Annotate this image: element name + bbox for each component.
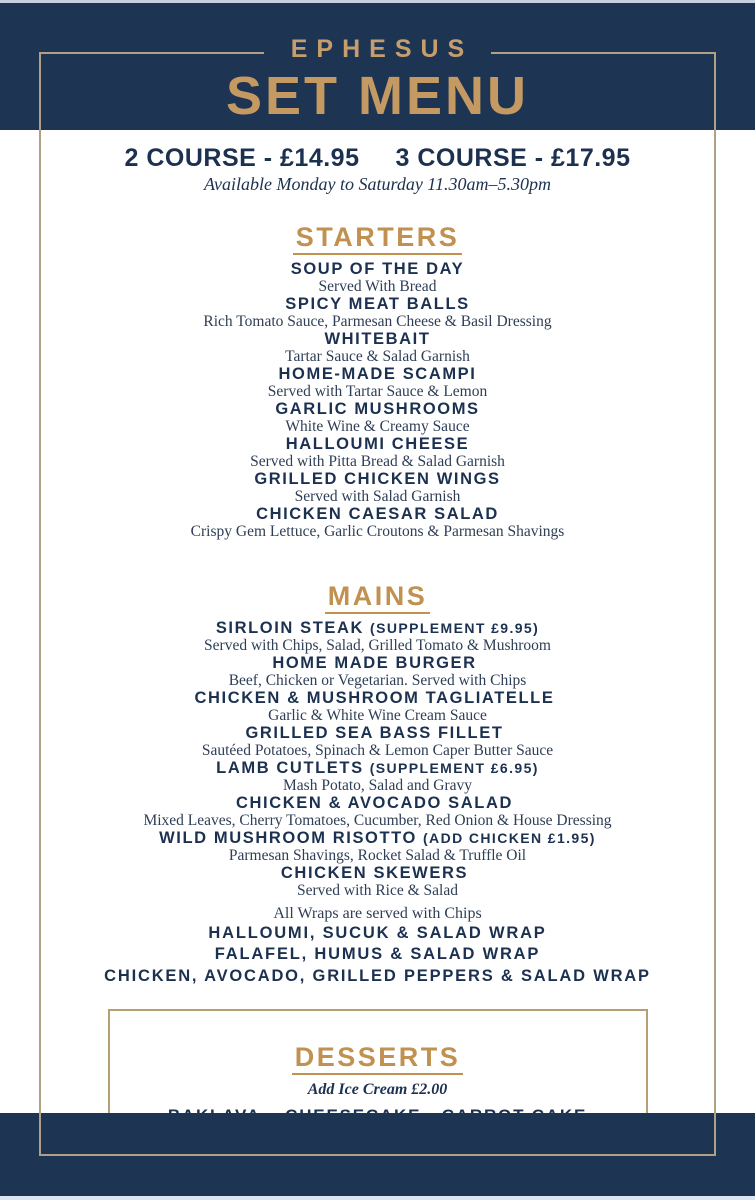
item-name: LAMB CUTLETS (SUPPLEMENT £6.95) [216, 758, 539, 777]
starters-heading: STARTERS [293, 222, 463, 255]
menu-item [0, 260, 755, 295]
menu-item [0, 794, 755, 829]
item-description: Mash Potato, Salad and Gravy [283, 776, 472, 794]
item-name: CHICKEN CAESAR SALAD [256, 505, 499, 524]
item-description: Garlic & White Wine Cream Sauce [268, 706, 487, 724]
menu-item [0, 724, 755, 759]
desserts-note: Add Ice Cream £2.00 [307, 1080, 448, 1098]
wraps-note: All Wraps are served with Chips [273, 904, 482, 922]
desserts-heading: DESSERTS [292, 1042, 464, 1075]
menu-item [0, 829, 755, 864]
item-name: HOME-MADE SCAMPI [278, 365, 477, 384]
footer-band [0, 1113, 755, 1196]
top-edge-strip [0, 0, 755, 3]
item-supplement-note: (SUPPLEMENT £9.95) [370, 619, 540, 636]
restaurant-logo: EPHESUS [264, 33, 491, 65]
menu-item [0, 365, 755, 400]
item-name: GRILLED CHICKEN WINGS [254, 470, 501, 489]
menu-item [0, 400, 755, 435]
item-name: SPICY MEAT BALLS [285, 295, 470, 314]
item-name: CHICKEN & AVOCADO SALAD [236, 793, 513, 812]
item-name: HALLOUMI CHEESE [285, 435, 470, 454]
menu-item [0, 505, 755, 540]
item-description: Sautéed Potatoes, Spinach & Lemon Caper Butter Sauce [201, 741, 554, 759]
menu-item [0, 330, 755, 365]
two-course-price: 2 COURSE - £14.95 [124, 144, 360, 172]
starters-section [0, 200, 755, 540]
menu-item [0, 295, 755, 330]
item-description: Served with Rice & Salad [297, 881, 458, 899]
bottom-edge-strip [0, 1196, 755, 1200]
item-description: Mixed Leaves, Cherry Tomatoes, Cucumber, Red Onion & House Dressing [143, 811, 612, 829]
item-name: CHICKEN SKEWERS [280, 863, 469, 882]
mains-section [0, 558, 755, 987]
item-name: GARLIC MUSHROOMS [275, 400, 480, 419]
item-description: Served with Tartar Sauce & Lemon [267, 383, 488, 401]
three-course-price: 3 COURSE - £17.95 [395, 144, 631, 172]
item-description: Rich Tomato Sauce, Parmesan Cheese & Basil Dressing [203, 313, 552, 331]
item-name: GRILLED SEA BASS FILLET [245, 723, 504, 742]
wrap-item: CHICKEN, AVOCADO, GRILLED PEPPERS & SALAD WRAP [104, 966, 651, 985]
item-name: CHICKEN & MUSHROOM TAGLIATELLE [194, 688, 555, 707]
item-description: Served with Salad Garnish [294, 488, 461, 506]
item-name: SOUP OF THE DAY [290, 260, 465, 279]
item-description: Served with Pitta Bread & Salad Garnish [250, 453, 505, 471]
availability-text: Available Monday to Saturday 11.30am–5.30pm [204, 174, 551, 194]
mains-heading: MAINS [325, 581, 431, 614]
menu-body [0, 130, 755, 1183]
wrap-item: HALLOUMI, SUCUK & SALAD WRAP [208, 923, 547, 942]
menu-item [0, 864, 755, 899]
wrap-item: FALAFEL, HUMUS & SALAD WRAP [214, 945, 541, 964]
item-supplement-note: (ADD CHICKEN £1.95) [423, 829, 596, 846]
menu-item [0, 470, 755, 505]
item-description: Served With Bread [318, 278, 437, 296]
menu-item [0, 759, 755, 794]
item-name: WILD MUSHROOM RISOTTO (ADD CHICKEN £1.95) [159, 828, 596, 847]
item-description: Beef, Chicken or Vegetarian. Served with Chips [228, 671, 527, 689]
item-description: Served with Chips, Salad, Grilled Tomato & Mushroom [204, 636, 551, 654]
item-name: WHITEBAIT [324, 330, 431, 349]
item-name: HOME MADE BURGER [272, 653, 477, 672]
course-pricing [0, 144, 755, 172]
menu-item [0, 654, 755, 689]
menu-title: SET MENU [225, 66, 530, 126]
item-description: White Wine & Creamy Sauce [285, 418, 470, 436]
item-description: Tartar Sauce & Salad Garnish [285, 348, 470, 366]
item-description: Crispy Gem Lettuce, Garlic Croutons & Parmesan Shavings [190, 523, 565, 541]
header-band [0, 0, 755, 130]
item-name: SIRLOIN STEAK (SUPPLEMENT £9.95) [215, 618, 540, 637]
item-supplement-note: (SUPPLEMENT £6.95) [369, 759, 539, 776]
menu-item [0, 435, 755, 470]
menu-item [0, 619, 755, 654]
menu-item [0, 689, 755, 724]
item-description: Parmesan Shavings, Rocket Salad & Truffle Oil [228, 846, 527, 864]
